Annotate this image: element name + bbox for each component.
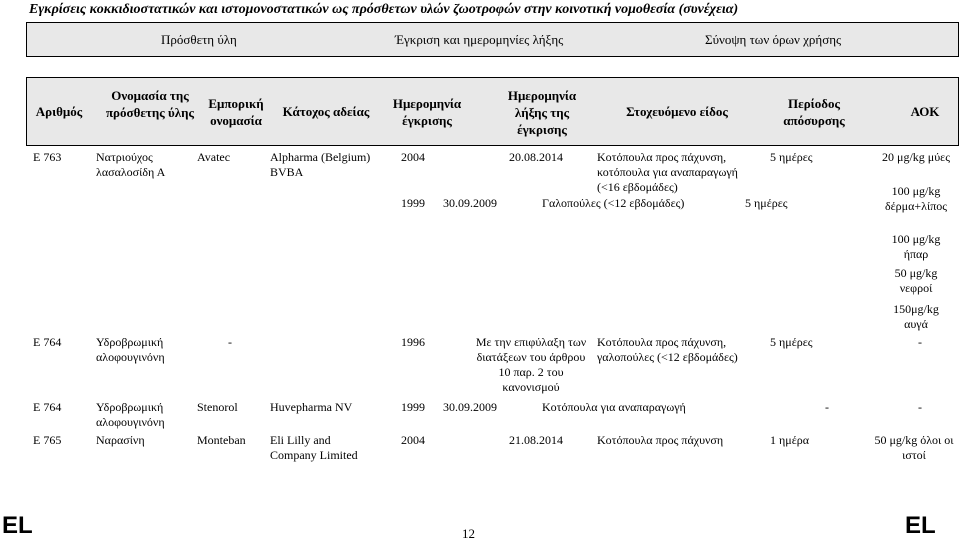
- row-withdrawal: 1 ημέρα: [770, 433, 810, 447]
- row-additive-name: Ναρασίνη: [96, 433, 145, 447]
- row-additive-name: Υδροβρωμική αλοφουγινόνη: [96, 335, 165, 364]
- col-number: Αριθμός: [35, 104, 83, 119]
- col-withdrawal: Περίοδος απόσυρσης: [783, 96, 845, 128]
- col-holder: Κάτοχος αδείας: [282, 104, 370, 119]
- row-expiry-date: 21.08.2014: [509, 433, 563, 447]
- section-header-summary: Σύνοψη των όρων χρήσης: [705, 32, 842, 47]
- mrl-item: 100 μg/kg δέρμα+λίπος: [884, 184, 948, 213]
- row-approval-date: 1999: [401, 400, 425, 414]
- row-withdrawal: 5 ημέρες: [745, 196, 788, 210]
- row-approval-date: 1996: [401, 335, 425, 349]
- row-target-species: Κοτόπουλα προς πάχυνση, γαλοπούλες (<12 εβδομάδες): [597, 335, 738, 364]
- row-mrl: 50 μg/kg όλοι οι ιστοί: [874, 433, 954, 462]
- row-number: E 765: [33, 433, 62, 447]
- row-trade-name: Stenorol: [197, 400, 238, 414]
- col-expiry: Ημερομηνία λήξης της έγκρισης: [507, 88, 577, 137]
- row-mrl: -: [918, 335, 922, 349]
- mrl-item: 20 μg/kg μύες: [882, 150, 950, 164]
- row-trade-name: -: [228, 335, 232, 349]
- col-trade: Εμπορική ονομασία: [208, 96, 264, 128]
- row-trade-name: Avatec: [197, 150, 231, 164]
- section-header-row: [26, 22, 959, 57]
- row-target-species: Κοτόπουλα προς πάχυνση: [597, 433, 724, 447]
- row-additive-name: Νατριούχος λασαλοσίδη Α: [96, 150, 166, 179]
- col-mrl: ΑΟΚ: [910, 104, 940, 119]
- row-mrl: -: [918, 400, 922, 414]
- section-header-approval: Έγκριση και ημερομηνίες λήξης: [395, 32, 564, 47]
- row-target-species: Γαλοπούλες (<12 εβδομάδες): [542, 196, 685, 210]
- row-expiry-date: 20.08.2014: [509, 150, 563, 164]
- row-approval-date: 2004: [401, 433, 425, 447]
- row-target-species: Κοτόπουλα για αναπαραγωγή: [542, 400, 686, 414]
- row-number: E 764: [33, 335, 62, 349]
- row-withdrawal: 5 ημέρες: [770, 335, 813, 349]
- row-holder: Eli Lilly and Company Limited: [270, 433, 358, 462]
- row-additive-name: Υδροβρωμική αλοφουγινόνη: [96, 400, 165, 429]
- col-date: Ημερομηνία έγκρισης: [392, 96, 462, 128]
- col-name: Ονομασία της πρόσθετης ύλης: [105, 88, 195, 120]
- footer-language-right: EL: [905, 512, 936, 539]
- page-number: 12: [462, 526, 475, 541]
- row-withdrawal: 5 ημέρες: [770, 150, 813, 164]
- row-approval-date: 1999: [401, 196, 425, 210]
- row-holder: Alpharma (Belgium) BVBA: [270, 150, 371, 179]
- mrl-item: 50 μg/kg νεφροί: [894, 266, 938, 295]
- footer-language-left: EL: [2, 512, 33, 539]
- row-expiry-date: 30.09.2009: [443, 400, 497, 414]
- row-expiry-date: Με την επιφύλαξη των διατάξεων του άρθρου 10 παρ. 2 του κανονισμού: [475, 335, 587, 394]
- row-trade-name: Monteban: [197, 433, 246, 447]
- row-approval-date: 2004: [401, 150, 425, 164]
- row-holder: Huvepharma NV: [270, 400, 353, 414]
- row-number: E 763: [33, 150, 62, 164]
- row-number: E 764: [33, 400, 62, 414]
- mrl-item: 150μg/kg αυγά: [893, 302, 939, 331]
- col-species: Στοχευόμενο είδος: [626, 104, 728, 119]
- column-header-row: [26, 77, 959, 146]
- mrl-item: 100 μg/kg ήπαρ: [891, 232, 941, 261]
- row-withdrawal: -: [825, 400, 829, 414]
- page-title: Εγκρίσεις κοκκιδιοστατικών και ιστομονοστατικών ως πρόσθετων υλών ζωοτροφών στην κοινοτική νομοθεσία (συνέχεια): [29, 2, 739, 17]
- row-target-species: Κοτόπουλα προς πάχυνση, κοτόπουλα για αναπαραγωγή (<16 εβδομάδες): [597, 150, 738, 194]
- section-header-additive: Πρόσθετη ύλη: [161, 32, 237, 47]
- row-expiry-date: 30.09.2009: [443, 196, 497, 210]
